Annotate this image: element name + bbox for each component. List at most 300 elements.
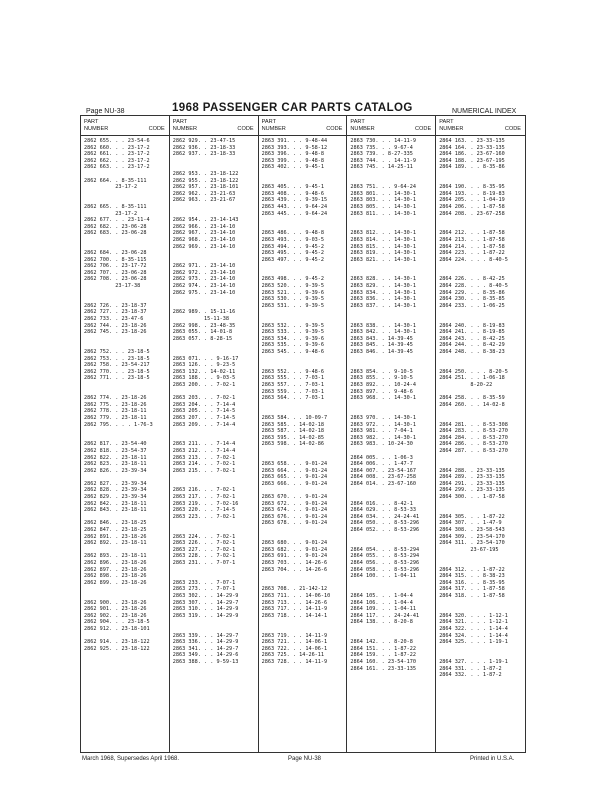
part-entry: 2863 533. . . 9-39-5 (261, 329, 325, 336)
part-entry (439, 600, 525, 607)
part-entry: 2862 707. . 23-06-28 (84, 269, 147, 276)
header-number: NUMBER (84, 126, 109, 132)
header-part: PART (439, 119, 454, 125)
part-entry: 2863 486. . . 9-48-8 (261, 230, 325, 237)
part-entry: 2862 898. . 23-18-26 (84, 573, 147, 580)
part-entry: 2864 052. . . 8-53-296 (350, 527, 420, 534)
part-entry (84, 514, 169, 521)
part-entry (84, 191, 169, 198)
part-entry: 2863 396. . . 9-48-8 (261, 151, 325, 158)
part-entry (350, 171, 435, 178)
part-entry: 2863 829. . . 14-30-1 (350, 283, 416, 290)
part-entry: 2863 494. . . 9-45-2 (261, 243, 325, 250)
part-entry: 2862 953. . 23-18-122 (172, 170, 239, 177)
part-entry: 2863 728. . . 14-11-9 (261, 658, 328, 665)
part-entry: 2863 735. . . 9-67-4 (350, 144, 413, 151)
parts-table (80, 115, 526, 753)
part-entry: 2864 029. . . 8-53-33 (350, 507, 416, 514)
part-entry: 2862 726. . 23-18-37 (84, 302, 147, 309)
part-entry: 2864 117. . . 24-24-41 (350, 612, 420, 619)
header-part: PART (350, 119, 365, 125)
part-entry: 2864 244. . . 8-42-29 (439, 342, 505, 349)
part-entry (173, 164, 258, 171)
part-entry (350, 408, 435, 415)
part-entry: 2863 227. . . 7-02-1 (172, 546, 236, 553)
part-entry: 2864 186. . 23-67-160 (439, 151, 505, 158)
part-entry: 2863 665. . . 9-01-24 (261, 474, 328, 481)
part-entry (439, 217, 525, 224)
part-entry: 2864 160. . 23-54-170 (350, 658, 416, 665)
column-header (347, 116, 435, 136)
part-entry: 2862 973. . 23-14-10 (172, 276, 236, 283)
footer-date-note: March 1968, Supersedes April 1968. (82, 756, 180, 762)
part-entry: 2863 664. . . 9-01-24 (261, 467, 328, 474)
part-entry: 2863 399. . . 9-48-8 (261, 157, 325, 164)
part-entry: 2862 727. . 23-18-37 (84, 309, 147, 316)
part-entry: 2862 664. . 8-35-111 (84, 177, 147, 184)
part-entry (439, 501, 525, 508)
header-code: CODE (237, 126, 254, 132)
part-entry: 2863 678. . . 9-01-24 (261, 520, 328, 527)
part-entry: 2862 779. . 23-18-11 (84, 414, 147, 421)
part-entry: 2864 005. . . 1-06-3 (350, 454, 413, 461)
part-entry (439, 263, 525, 270)
part-entry: 2864 193. . . 8-19-83 (439, 190, 505, 197)
part-entry (262, 171, 347, 178)
part-entry: 2863 408. . . 9-48-6 (261, 190, 325, 197)
part-entry (350, 494, 435, 501)
part-entry: 2862 684. . 23-06-28 (84, 250, 147, 257)
part-entry (262, 626, 347, 633)
part-entry (350, 263, 435, 270)
part-entry: 2864 305. . . 1-87-22 (439, 513, 505, 520)
part-entry: 2864 161. . 23-33-135 (350, 665, 416, 672)
part-entry: 2864 034. . . 24-24-41 (350, 513, 420, 520)
part-entry: 2864 100. . . 1-04-11 (350, 573, 416, 580)
part-entry: 2863 676. . . 9-01-24 (261, 513, 328, 520)
part-entry (84, 382, 169, 389)
part-entry (173, 573, 258, 580)
part-entry (439, 224, 525, 231)
part-entry: 2864 299. . 23-33-135 (439, 487, 505, 494)
part-entry: 2864 311. . 23-54-170 (439, 540, 505, 547)
part-entry: 2862 914. . 23-18-122 (84, 639, 150, 646)
part-entry: 2863 815. . . 14-30-1 (350, 243, 416, 250)
part-entry: 2864 300. . . 1-87-58 (439, 494, 505, 501)
part-entry (439, 652, 525, 659)
part-entry (350, 633, 435, 640)
column-entries (81, 136, 169, 652)
part-entry: 2863 388. . . 9-59-13 (172, 658, 239, 665)
part-entry (262, 408, 347, 415)
part-entry: 15-11-38 (172, 316, 230, 323)
part-entry: 2864 138. . . 8-20-8 (350, 619, 413, 626)
part-entry: 2862 706. . 23-17-72 (84, 263, 147, 270)
part-entry (350, 224, 435, 231)
part-entry (262, 448, 347, 455)
part-entry: 2864 241. . . 8-19-85 (439, 329, 505, 336)
header-code: CODE (326, 126, 343, 132)
part-entry (84, 435, 169, 442)
part-entry: 2863 220. . . 7-14-5 (172, 507, 236, 514)
part-entry: 2864 016. . . 8-42-1 (350, 500, 413, 507)
part-entry: 2863 739. . 8-27-335 (350, 151, 413, 158)
part-entry: 2863 666. . . 9-01-24 (261, 480, 328, 487)
part-entry: 2863 670. . . 9-01-24 (261, 494, 328, 501)
part-entry: 2862 661. . . 23-17-2 (84, 151, 150, 158)
column-header (436, 116, 525, 136)
part-entry: 2864 316. . . 8-35-95 (439, 579, 505, 586)
part-entry: 2864 318. . . 1-87-58 (439, 592, 505, 599)
part-entry: 2864 233. . . 1-06-25 (439, 302, 505, 309)
catalog-title: 1968 PASSENGER CAR PARTS CATALOG (172, 102, 413, 114)
part-entry: 2863 224. . . 7-02-1 (172, 533, 236, 540)
part-entry: 2863 336. . . 14-29-9 (172, 639, 239, 646)
part-entry: 2864 327. . . . 1-19-1 (439, 658, 508, 665)
part-entry: 2864 223. . . 1-87-22 (439, 250, 505, 257)
part-entry: 2862 891. . 23-18-26 (84, 533, 147, 540)
part-entry: 2863 704. . . 14-26-6 (261, 566, 328, 573)
part-entry: 2864 240. . . 8-19-83 (439, 322, 505, 329)
part-entry: 2864 058. . . 8-53-296 (350, 566, 420, 573)
index-label: NUMERICAL INDEX (452, 108, 517, 115)
part-entry (84, 342, 169, 349)
part-entry (350, 362, 435, 369)
part-entry (350, 540, 435, 547)
part-entry (350, 309, 435, 316)
part-entry: 2862 753. . . 23-18-5 (84, 355, 150, 362)
table-column (436, 116, 525, 752)
part-entry: 2864 224. . . . 8-40-5 (439, 256, 508, 263)
part-entry: 2863 722. . . 14-06-1 (261, 645, 328, 652)
part-entry: 2862 971. . 23-14-10 (172, 263, 236, 270)
part-entry: 2862 828. . 23-39-34 (84, 487, 147, 494)
part-entry: 2863 443. . . 9-64-24 (261, 203, 328, 210)
part-entry: 2863 838. . . 14-30-1 (350, 322, 416, 329)
header-code: CODE (415, 126, 432, 132)
part-entry: 2863 552. . . 9-48-6 (261, 368, 325, 375)
footer-page-number: Page NU-38 (288, 756, 322, 762)
part-entry: 2864 205. . . 1-04-19 (439, 197, 505, 204)
part-entry: 2864 105. . . 1-04-4 (350, 592, 413, 599)
part-entry: 2864 307. . . 1-47-9 (439, 520, 502, 527)
part-entry (350, 487, 435, 494)
part-entry (173, 296, 258, 303)
part-entry: 2863 497. . . 9-45-2 (261, 256, 325, 263)
part-entry: 2863 680. . . 9-01-24 (261, 540, 328, 547)
part-entry: 2862 745. . 23-18-26 (84, 329, 147, 336)
part-entry: 2863 307. . . 14-29-7 (172, 599, 239, 606)
part-entry: 2863 803. . . 14-30-1 (350, 197, 416, 204)
part-entry: 2863 682. . . 9-01-24 (261, 546, 328, 553)
part-entry: 2864 214. . . 1-87-58 (439, 243, 505, 250)
part-entry (84, 633, 169, 640)
part-entry: 2864 243. . . 8-42-25 (439, 335, 505, 342)
part-entry: 2863 228. . . 7-02-1 (172, 553, 236, 560)
part-entry (84, 237, 169, 244)
part-entry: 2862 665. . 8-35-111 (84, 203, 147, 210)
part-entry: 2864 322. . . . 1-14-4 (439, 625, 508, 632)
part-entry: 2862 975. . 23-14-10 (172, 289, 236, 296)
part-entry (439, 356, 525, 363)
part-entry: 2864 014. . 23-67-160 (350, 480, 416, 487)
part-entry: 2863 126. . . 9-23-5 (172, 362, 236, 369)
part-entry: 2863 213. . . 7-02-1 (172, 454, 236, 461)
table-column (170, 116, 259, 752)
part-entry: 2862 733. . 23-47-6 (84, 316, 144, 323)
part-entry: 23-17-2 (84, 184, 138, 191)
part-entry: 2862 677. . . 23-11-4 (84, 217, 150, 224)
part-entry: 2864 109. . . 1-04-11 (350, 606, 416, 613)
part-entry: 2863 203. . . 7-02-1 (172, 395, 236, 402)
part-entry: 2862 663. . . 23-17-2 (84, 164, 150, 171)
part-entry (84, 389, 169, 396)
part-entry: 2864 283. . . 8-53-270 (439, 428, 508, 435)
part-entry (439, 309, 525, 316)
part-entry (350, 316, 435, 323)
part-entry: 2862 989. . 15-11-16 (172, 309, 236, 316)
header-number: NUMBER (261, 126, 286, 132)
header-part: PART (261, 119, 276, 125)
part-entry: 2862 963. . 23-21-67 (172, 197, 236, 204)
part-entry (262, 362, 347, 369)
part-entry: 2863 585. . 14-02-18 (261, 421, 325, 428)
footer-printed: Printed in U.S.A. (470, 756, 515, 762)
part-entry: 2862 929. . 23-47-15 (172, 138, 236, 144)
part-entry (173, 527, 258, 534)
part-entry: 2863 532. . . 9-39-5 (261, 322, 325, 329)
part-entry (350, 217, 435, 224)
part-entry (439, 606, 525, 613)
part-entry (350, 402, 435, 409)
part-entry: 2864 151. . . 1-87-22 (350, 645, 416, 652)
part-entry: 2862 752. . . 23-18-5 (84, 349, 150, 355)
part-entry: 2863 721. . . 14-06-1 (261, 639, 328, 646)
part-entry (262, 455, 347, 462)
part-entry (84, 336, 169, 343)
part-entry (173, 481, 258, 488)
part-entry: 2863 713. . . 14-26-6 (261, 599, 328, 606)
part-entry: 2864 291. . 23-33-135 (439, 480, 505, 487)
part-entry: 2863 555. . . 7-03-1 (261, 375, 325, 382)
part-entry: 2862 901. . 23-18-26 (84, 606, 147, 613)
part-entry (262, 309, 347, 316)
part-entry: 2864 007. . 23-54-167 (350, 467, 416, 474)
part-entry (439, 408, 525, 415)
part-entry: 2864 332. . . 1-87-2 (439, 672, 502, 679)
part-entry: 2862 967. . 23-14-10 (172, 230, 236, 237)
part-entry: 2863 814. . . 14-30-1 (350, 236, 416, 243)
part-entry: 2863 211. . . 7-14-4 (172, 441, 236, 448)
table-column (347, 116, 436, 752)
part-entry: 2862 842. . 23-18-11 (84, 500, 147, 507)
part-entry (262, 527, 347, 534)
part-entry: 2863 207. . . 7-14-5 (172, 414, 236, 421)
part-entry: 2863 212. . . 7-14-4 (172, 447, 236, 454)
part-entry: 2864 190. . . 8-35-95 (439, 184, 505, 191)
part-entry: 2864 159. . . 1-87-22 (350, 652, 416, 659)
part-entry (439, 178, 525, 185)
part-entry: 2863 717. . . 14-11-9 (261, 606, 328, 613)
table-column (81, 116, 170, 752)
part-entry: 2864 163. . 23-33-135 (439, 138, 505, 144)
part-entry (262, 178, 347, 185)
part-entry: 2863 217. . . 7-02-1 (172, 494, 236, 501)
column-entries (436, 136, 525, 679)
part-entry: 2864 056. . . 8-53-296 (350, 560, 420, 566)
part-entry (262, 217, 347, 224)
part-entry: 2863 055. . 14-01-8 (172, 329, 233, 336)
part-entry: 2863 223. . . 7-02-1 (172, 513, 236, 520)
part-entry (350, 270, 435, 277)
part-entry (173, 428, 258, 435)
part-entry (262, 263, 347, 270)
part-entry: 2863 855. . . 9-10-5 (350, 375, 413, 382)
part-entry: 2864 260. . . 14-02-8 (439, 401, 505, 408)
part-entry: 2863 535. . . 9-39-6 (261, 342, 325, 349)
part-entry: 2863 981. . . 7-04-1 (350, 428, 413, 435)
part-entry: 2863 972. . . 14-30-1 (350, 421, 416, 428)
part-entry (173, 619, 258, 626)
part-entry (84, 428, 169, 435)
part-entry: 2862 744. . 23-18-26 (84, 322, 147, 329)
part-entry: 2862 683. . 23-06-28 (84, 230, 147, 237)
part-entry: 2863 730. . . 14-11-9 (350, 138, 416, 144)
part-entry: 2862 937. . 23-18-33 (172, 151, 236, 158)
part-entry (84, 586, 169, 593)
part-entry: 2862 827. . 23-39-34 (84, 480, 147, 487)
part-entry: 2864 317. . . 1-87-58 (439, 586, 505, 593)
part-entry (439, 316, 525, 323)
part-entry: 2864 309. . 23-54-170 (439, 533, 505, 540)
part-entry: 2862 968. . 23-14-10 (172, 236, 236, 243)
header-code: CODE (148, 126, 165, 132)
header-code: CODE (504, 126, 521, 132)
part-entry: 2862 902. . 23-18-26 (84, 612, 147, 619)
part-entry: 2862 843. . 23-18-11 (84, 507, 147, 514)
part-entry: 2862 700. . 8-35-115 (84, 256, 147, 263)
part-entry: 2863 531. . . 9-39-5 (261, 302, 325, 309)
part-entry: 2863 215. . . 7-02-1 (172, 467, 236, 474)
part-entry: 2864 251. . . 1-06-18 (439, 375, 505, 382)
part-entry: 2862 826. . 23-39-34 (84, 467, 147, 474)
part-entry (84, 474, 169, 481)
part-entry: 2863 711. . . 14-06-10 (261, 592, 331, 599)
part-entry: 2863 545. . . 9-48-6 (261, 349, 325, 355)
part-entry: 2863 493. . . 9-03-5 (261, 236, 325, 243)
part-entry: 2864 106. . . 1-04-4 (350, 599, 413, 606)
part-entry: 2863 559. . . 7-03-1 (261, 388, 325, 395)
part-entry: 2862 925. . 23-18-122 (84, 645, 150, 652)
part-entry: 2862 966. . 23-14-10 (172, 223, 236, 230)
part-entry: 2863 718. . . 14-14-1 (261, 612, 328, 619)
part-entry: 2863 801. . . 14-30-1 (350, 190, 416, 197)
part-entry: 2863 341. . . 14-29-7 (172, 645, 239, 652)
part-entry: 2863 672. . . 9-01-24 (261, 500, 328, 507)
part-entry: 2863 744. . . 14-11-9 (350, 157, 416, 164)
part-entry: 2863 057. . 8-28-15 (172, 335, 233, 342)
part-entry: 2863 402. . . 9-45-1 (261, 164, 325, 171)
part-entry: 2863 821. . . 14-30-1 (350, 256, 416, 263)
part-entry: 2863 273. . . 7-07-1 (172, 586, 236, 593)
part-entry: 2864 258. . . 8-35-59 (439, 395, 505, 402)
column-header (81, 116, 169, 136)
part-entry: 2864 228. . . . 8-40-5 (439, 283, 508, 290)
part-entry: 2863 836. . . 14-30-1 (350, 296, 416, 303)
part-entry: 2863 837. . . 14-30-1 (350, 302, 416, 309)
part-entry: 2863 349. . . 14-29-6 (172, 652, 239, 659)
part-entry: 2862 775. . 23-18-26 (84, 401, 147, 408)
part-entry: 2862 897. . 23-18-26 (84, 566, 147, 573)
part-entry (84, 244, 169, 251)
part-entry: 2864 308. . 23-58-543 (439, 527, 505, 534)
part-entry (350, 626, 435, 633)
part-entry (262, 487, 347, 494)
header-number: NUMBER (172, 126, 198, 132)
part-entry: 2862 795. . . . 1-76-3 (84, 421, 153, 428)
part-entry (262, 402, 347, 409)
part-entry: 2863 310. . . 14-29-9 (172, 606, 239, 613)
part-entry (439, 455, 525, 462)
header-number: NUMBER (439, 126, 464, 132)
part-entry: 2862 892. . 23-18-11 (84, 540, 147, 547)
part-entry: 2863 209. . . 7-14-4 (172, 421, 236, 428)
part-entry: 2862 893. . 23-18-11 (84, 553, 147, 560)
part-entry: 2863 188. . . 9-03-5 (172, 375, 236, 382)
part-entry (173, 158, 258, 165)
part-entry (173, 567, 258, 574)
part-entry: 2863 445. . . 9-64-24 (261, 210, 328, 217)
part-entry: 2864 054. . . 8-53-294 (350, 546, 420, 553)
part-entry: 2863 405. . . 9-45-1 (261, 184, 325, 191)
part-entry (262, 534, 347, 541)
part-entry: 2863 897. . . 9-48-6 (350, 388, 413, 395)
part-entry: 2862 660. . . 23-17-2 (84, 144, 150, 151)
part-entry (84, 593, 169, 600)
part-entry: 2864 287. . . 8-53-270 (439, 447, 508, 454)
part-entry: 2863 854. . . 9-10-5 (350, 368, 413, 375)
part-entry (173, 389, 258, 396)
column-entries (347, 136, 435, 672)
part-entry: 2862 662. . . 23-17-2 (84, 157, 150, 164)
part-entry: 2862 817. . 23-54-40 (84, 441, 147, 448)
part-entry: 2862 957. . 23-18-101 (172, 184, 239, 191)
part-entry: 2864 006. . . 1-47-7 (350, 461, 413, 468)
part-entry (439, 171, 525, 178)
part-entry: 2862 770. . . 23-18-5 (84, 368, 150, 375)
part-entry (439, 362, 525, 369)
part-entry (262, 619, 347, 626)
part-entry: 2862 758. . 23-54-217 (84, 362, 150, 369)
part-entry (173, 303, 258, 310)
part-entry: 2864 164. . 23-33-135 (439, 144, 505, 151)
part-entry: 2863 564. . . 7-03-1 (261, 395, 325, 402)
part-entry: 2863 703. . . 14-26-6 (261, 560, 328, 566)
part-entry: 2863 691. . . 9-01-24 (261, 553, 328, 560)
part-entry (439, 415, 525, 422)
header-part: PART (172, 119, 188, 125)
part-entry: 2863 970. . . 14-30-1 (350, 414, 416, 421)
part-entry: 2864 212. . . 1-87-58 (439, 230, 505, 237)
part-entry (84, 290, 169, 297)
column-entries (170, 136, 258, 666)
part-entry: 2864 288. . 23-33-135 (439, 467, 505, 474)
part-entry (262, 573, 347, 580)
part-entry: 2863 982. . . 14-30-1 (350, 434, 416, 441)
part-entry (173, 435, 258, 442)
part-entry: 2863 843. . 14-39-45 (350, 335, 413, 342)
part-entry: 2864 208. . 23-67-258 (439, 210, 505, 217)
